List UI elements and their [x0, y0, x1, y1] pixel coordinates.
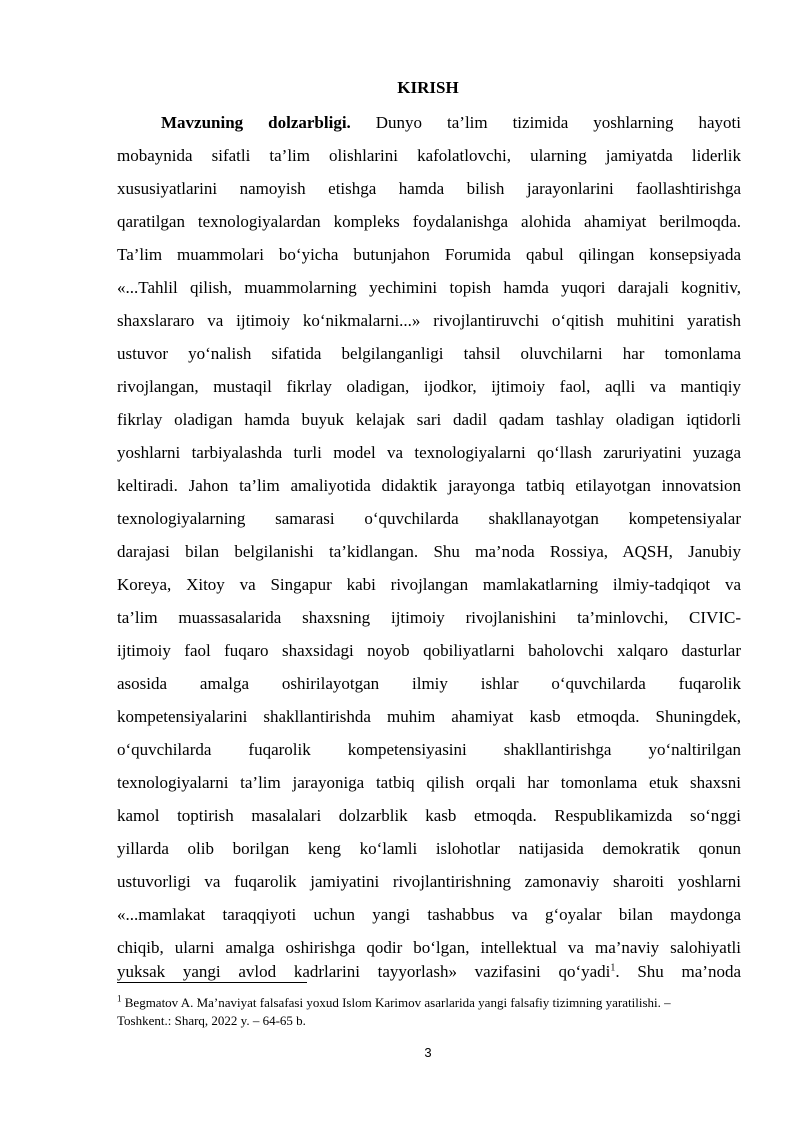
- body-line-11: yoshlarni tarbiyalashda turli model va texnologiyalarni qo‘llash zaruriyatini yuzaga: [117, 443, 741, 462]
- footnote-separator: [117, 982, 307, 983]
- body-text: . Shu ma’noda: [615, 962, 741, 981]
- body-line-16: ta’lim muassasalarida shaxsning ijtimoiy rivojlanishini ta’minlovchi, CIVIC-: [117, 608, 741, 627]
- body-line-27: [117, 960, 741, 984]
- body-line-9: rivojlangan, mustaqil fikrlay oladigan, ijodkor, ijtimoiy faol, aqlli va mantiqiy: [117, 377, 741, 396]
- footnote-line-1: [117, 994, 741, 1011]
- body-line-3: xususiyatlarini namoyish etishga hamda bilish jarayonlarini faollashtirishga: [117, 179, 741, 198]
- body-line-13: texnologiyalarning samarasi o‘quvchilarda shakllanayotgan kompetensiyalar: [117, 509, 741, 528]
- body-line-26: chiqib, ularni amalga oshirishga qodir bo‘lgan, intellektual va ma’naviy salohiyatli: [117, 938, 741, 957]
- body-line-5: Ta’lim muammolari bo‘yicha butunjahon Forumida qabul qilingan konsepsiyada: [117, 245, 741, 264]
- body-line-19: kompetensiyalarini shakllantirishda muhim ahamiyat kasb etmoqda. Shuningdek,: [117, 707, 741, 726]
- footnote-text: Begmatov A. Ma’naviyat falsafasi yoxud Islom Karimov asarlarida yangi falsafiy tizimning yaratilishi. –: [121, 995, 671, 1010]
- body-line-23: yillarda olib borilgan keng ko‘lamli islohotlar natijasida demokratik qonun: [117, 839, 741, 858]
- body-line-6: «...Tahlil qilish, muammolarning yechimini topish hamda yuqori darajali kognitiv,: [117, 278, 741, 297]
- body-text: Dunyo ta’lim tizimida yoshlarning hayoti: [350, 113, 741, 132]
- page-number: 3: [424, 1045, 432, 1060]
- body-line-2: mobaynida sifatli ta’lim olishlarini kafolatlovchi, ularning jamiyatda liderlik: [117, 146, 741, 165]
- body-line-4: qaratilgan texnologiyalardan kompleks foydalanishga alohida ahamiyat berilmoqda.: [117, 212, 741, 231]
- section-heading: KIRISH: [397, 78, 459, 97]
- body-line-17: ijtimoiy faol fuqaro shaxsidagi noyob qobiliyatlarni baholovchi xalqaro dasturlar: [117, 641, 741, 660]
- body-line-1: [161, 111, 741, 135]
- body-line-24: ustuvorligi va fuqarolik jamiyatini rivojlantirishning zamonaviy sharoiti yoshlarni: [117, 872, 741, 891]
- footnote-reference[interactable]: 1: [610, 962, 616, 974]
- footnote-marker: 1: [117, 993, 122, 1004]
- body-line-12: keltiradi. Jahon ta’lim amaliyotida didaktik jarayonga tatbiq etilayotgan innovatsion: [117, 476, 741, 495]
- body-line-21: texnologiyalarni ta’lim jarayoniga tatbiq qilish orqali har tomonlama etuk shaxsni: [117, 773, 741, 792]
- footnote-line-2: Toshkent.: Sharq, 2022 y. – 64-65 b.: [117, 1013, 306, 1028]
- body-line-10: fikrlay oladigan hamda buyuk kelajak sari dadil qadam tashlay oladigan iqtidorli: [117, 410, 741, 429]
- body-line-14: darajasi bilan belgilanishi ta’kidlangan. Shu ma’noda Rossiya, AQSH, Janubiy: [117, 542, 741, 561]
- body-line-8: ustuvor yo‘nalish sifatida belgilanganligi tahsil oluvchilarni har tomonlama: [117, 344, 741, 363]
- body-line-18: asosida amalga oshirilayotgan ilmiy ishlar o‘quvchilarda fuqarolik: [117, 674, 741, 693]
- body-text: yuksak yangi avlod kadrlarini tayyorlash» vazifasini qo‘yadi: [117, 962, 611, 981]
- lead-phrase: Mavzuning dolzarbligi.: [161, 113, 351, 132]
- body-line-7: shaxslararo va ijtimoiy ko‘nikmalarni...» rivojlantiruvchi o‘qitish muhitini yaratish: [117, 311, 741, 330]
- body-line-25: «...mamlakat taraqqiyoti uchun yangi tashabbus va g‘oyalar bilan maydonga: [117, 905, 741, 924]
- body-line-20: o‘quvchilarda fuqarolik kompetensiyasini shakllantirishga yo‘naltirilgan: [117, 740, 741, 759]
- body-line-15: Koreya, Xitoy va Singapur kabi rivojlangan mamlakatlarning ilmiy-tadqiqot va: [117, 575, 741, 594]
- body-line-22: kamol toptirish masalalari dolzarblik kasb etmoqda. Respublikamizda so‘nggi: [117, 806, 741, 825]
